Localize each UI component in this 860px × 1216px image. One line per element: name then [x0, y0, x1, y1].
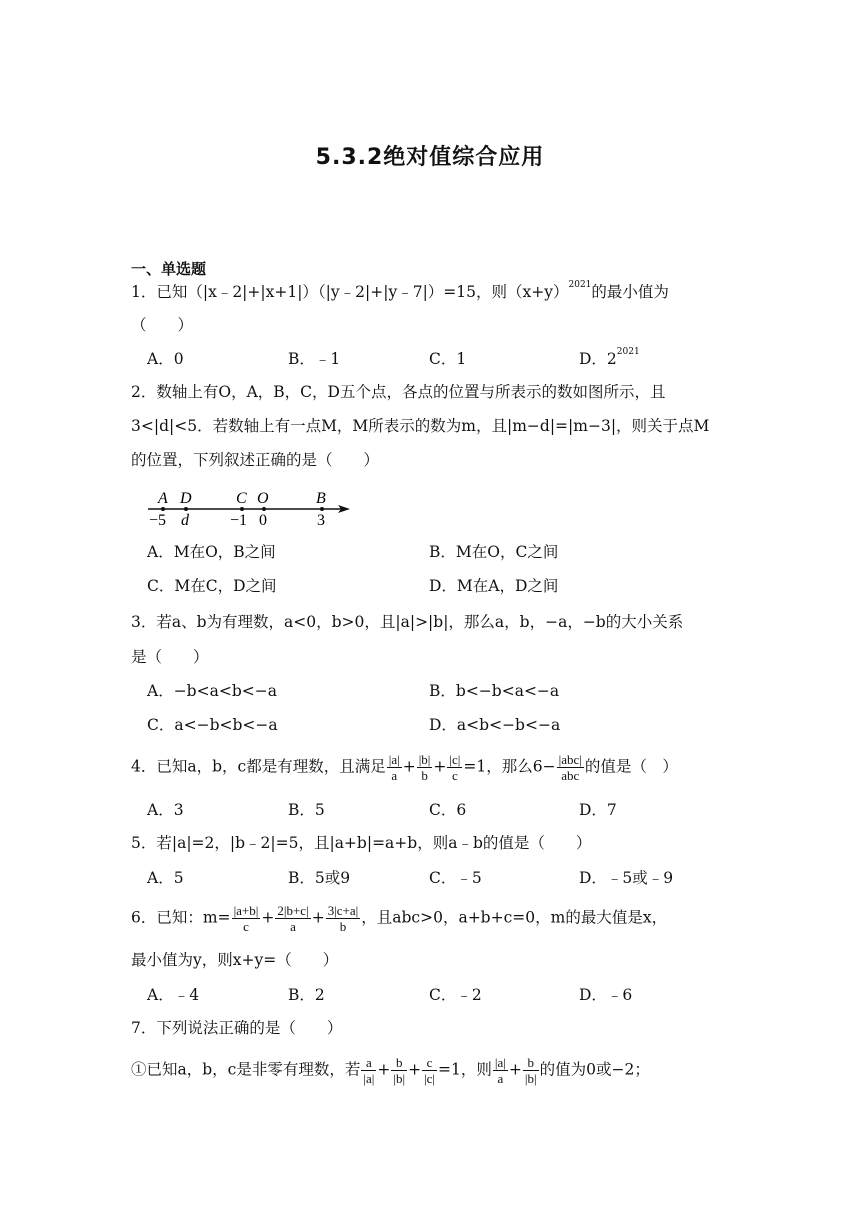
point-d-dot: [184, 507, 188, 511]
q2-option-d: D．M在A，D之间: [429, 577, 559, 595]
q7-frac-3: $\frac{c}{|c|}$: [424, 1055, 436, 1086]
q1-stem: 1．已知（|x﹣2|+|x+1|）（|y﹣2|+|y﹣7|）=15，则$(x+y)^{2021}$的最小值为: [131, 280, 669, 301]
q2-line3: 的位置，下列叙述正确的是（ ）: [131, 451, 380, 469]
q2-option-b: B．M在O，C之间: [429, 543, 559, 561]
q4-frac-4: $\frac{\text{|abc|}}{\text{abc}}$: [558, 752, 582, 783]
document-title: 5.3.2绝对值综合应用: [315, 145, 545, 170]
q3-line2: 是（ ）: [131, 648, 209, 666]
point-a-value: −5: [149, 512, 167, 529]
q6-frac-2: $\frac{2|b+c|}{a}$: [277, 903, 309, 934]
q7-frac-5: $\frac{b}{|b|}$: [524, 1055, 537, 1086]
q5-option-a: A．5: [147, 869, 184, 887]
q4-option-d: D．7: [579, 801, 617, 819]
q6-frac-3: $\frac{3|c+a|}{b}$: [327, 903, 359, 934]
point-b-dot: [320, 507, 324, 511]
point-c-value: −1: [230, 512, 248, 529]
q6-option-d: D．﹣6: [579, 986, 633, 1004]
point-d-label: D: [180, 490, 192, 507]
q2-option-a: A．M在O，B之间: [147, 543, 276, 561]
q4-option-b: B．5: [288, 801, 325, 819]
q3-option-a: A．−b<a<b<−a: [147, 682, 277, 700]
q2-line2: 3<|d|<5．若数轴上有一点M，M所表示的数为m，且|m−d|=|m−3|，则关于点M: [131, 417, 710, 435]
point-b-label: B: [316, 490, 326, 507]
q3-option-d: D．a<b<−b<−a: [429, 716, 561, 734]
q3-option-c: C．a<−b<b<−a: [147, 716, 278, 734]
point-o-value: 0: [259, 512, 267, 529]
q1-stem-cont: （ ）: [131, 316, 194, 334]
point-o-dot: [262, 507, 266, 511]
q7-frac-2: $\frac{b}{|b|}$: [393, 1055, 406, 1086]
q1-option-a: A．0: [147, 350, 184, 368]
q2-option-c: C．M在C，D之间: [147, 577, 277, 595]
point-b-value: 3: [317, 512, 325, 529]
section-heading: 一、单选题: [131, 260, 207, 278]
q7-frac-1: $\frac{a}{|a|}$: [363, 1055, 375, 1086]
q5-stem: 5．若|a|=2，|b﹣2|=5，且|a+b|=a+b，则a﹣b的值是（ ）: [131, 834, 592, 852]
point-c-label: C: [236, 490, 247, 507]
q1-option-b: B．﹣1: [288, 350, 341, 368]
q7-frac-4: $\frac{|a|}{a}$: [494, 1055, 506, 1086]
q6-stem: 6．已知：m= $\frac{|a+b|}{c}$ + $\frac{2|b+c|}{a}$ + $\frac{3|c+a|}{b}$ ，且abc>0，a+b+c=0，m的最大值是x，: [131, 903, 668, 934]
q6-frac-1: $\frac{|a+b|}{c}$: [233, 903, 259, 934]
q4-frac-1: $\frac{|a|}{a}$: [388, 752, 400, 783]
q5-option-b: B．5或9: [288, 869, 351, 887]
q7-stem: 7．下列说法正确的是（ ）: [131, 1019, 343, 1037]
q5-option-c: C．﹣5: [429, 869, 482, 887]
q4-frac-3: $\frac{|c|}{c}$: [449, 752, 461, 783]
q7-statement-1: ①已知a，b，c是非零有理数，若 $\frac{a}{|a|}$ + $\frac{b}{|b|}$ + $\frac{c}{|c|}$ =1，则 $\frac{|a|}{a}$ + $\frac{b}{|b|}$ 的值为0或−2；: [131, 1055, 650, 1086]
point-a-label: A: [158, 490, 168, 507]
q6-option-c: C．﹣2: [429, 986, 482, 1004]
q3-option-b: B．b<−b<a<−a: [429, 682, 560, 700]
q3-line1: 3．若a、b为有理数，a<0，b>0，且|a|>|b|，那么a，b，−a，−b的大小关系: [131, 613, 684, 631]
q6-option-b: B．2: [288, 986, 325, 1004]
q4-option-a: A．3: [147, 801, 184, 819]
q4-frac-2: $\frac{|b|}{b}$: [418, 752, 431, 783]
point-d-value: d: [181, 512, 189, 529]
q4-option-c: C．6: [429, 801, 467, 819]
q6-option-a: A．﹣4: [147, 986, 200, 1004]
q4-stem: 4．已知a，b，c都是有理数，且满足 $\frac{|a|}{a}$ + $\frac{|b|}{b}$ + $\frac{|c|}{c}$ =1，那么6− $\frac{\text{|abc|}}{\text{abc}}$ 的值是（ ）: [131, 752, 678, 783]
point-o-label: O: [257, 490, 269, 507]
q5-option-d: D．﹣5或﹣9: [579, 869, 674, 887]
q6-line2: 最小值为y，则x+y=（ ）: [131, 951, 339, 969]
number-line-figure: [146, 486, 356, 530]
q2-line1: 2．数轴上有O，A，B，C，D五个点，各点的位置与所表示的数如图所示，且: [131, 383, 666, 401]
q1-option-d: D．$2^{2021}$: [579, 347, 640, 368]
point-a-dot: [161, 507, 165, 511]
q1-option-c: C．1: [429, 350, 467, 368]
point-c-dot: [240, 507, 244, 511]
